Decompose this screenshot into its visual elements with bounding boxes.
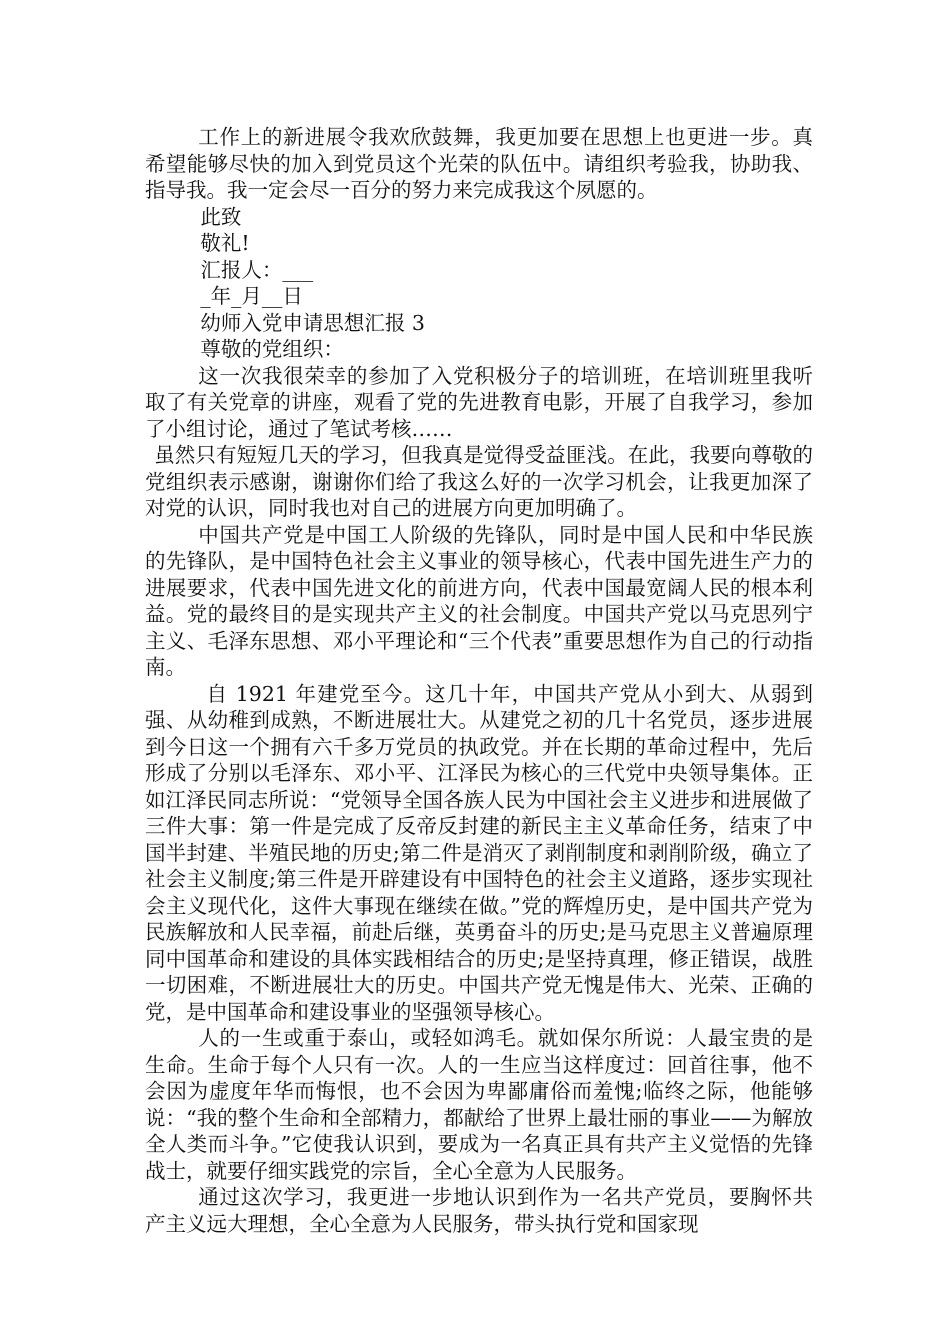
- paragraph-life-meaning: 人的一生或重于泰山，或轻如鸿毛。就如保尔所说：人最宝贵的是生命。生命于每个人只有一次。人的一生应当这样度过：回首往事，他不会因为虚度年华而悔恨，也不会因为卑鄙庸俗而羞愧;临终之际，他能够说：“我的整个生命和全部精力，都献给了世界上最壮丽的事业——为解放全人类而斗争。”它使我认识到，要成为一名真正具有共产主义觉悟的先锋战士，就要仔细实践党的宗旨，全心全意为人民服务。: [145, 1026, 813, 1183]
- paragraph-gratitude: 虽然只有短短几天的学习，但我真是觉得受益匪浅。在此，我要向尊敬的党组织表示感谢，谢谢你们给了我这么好的一次学习机会，让我更加深了对党的认识，同时我也对自己的进展方向更加明确了。: [145, 443, 813, 520]
- closing-cizhi: 此致: [200, 204, 242, 229]
- reporter-line: 汇报人：___: [200, 257, 314, 282]
- paragraph-conclusion: 通过这次学习，我更进一步地认识到作为一名共产党员，要胸怀共产主义远大理想，全心全意为人民服务，带头执行党和国家现: [145, 1185, 813, 1236]
- paragraph-training: 这一次我很荣幸的参加了入党积极分子的培训班，在培训班里我听取了有关党章的讲座，观看了党的先进教育电影，开展了自我学习，参加了小组讨论，通过了笔试考核……: [145, 363, 813, 441]
- paragraph-party-nature: 中国共产党是中国工人阶级的先锋队，同时是中国人民和中华民族的先锋队，是中国特色社会主义事业的领导核心，代表中国先进生产力的进展要求，代表中国先进文化的前进方向，代表中国最宽阔人民的根本利益。党的最终目的是实现共产主义的社会制度。中国共产党以马克思列宁主义、毛泽东思想、邓小平理论和“三个代表”重要思想作为自己的行动指南。: [145, 522, 813, 679]
- paragraph-party-history: 自 1921 年建党至今。这几十年，中国共产党从小到大、从弱到强、从幼稚到成熟，不断进展壮大。从建党之初的几十名党员，逐步进展到今日这一个拥有六千多万党员的执政党。并在长期的革命过程中，先后形成了分别以毛泽东、邓小平、江泽民为核心的三代党中央领导集体。正如江泽民同志所说：“党领导全国各族人民为中国社会主义进步和进展做了三件大事：第一件是完成了反帝反封建的新民主主义革命任务，结束了中国半封建、半殖民地的历史;第二件是消灭了剥削制度和剥削阶级，确立了社会主义制度;第三件是开辟建设有中国特色的社会主义道路，逐步实现社会主义现代化，这件大事现在继续在做。”党的辉煌历史，是中国共产党为民族解放和人民幸福，前赴后继，英勇奋斗的历史;是马克思主义普遍原理同中国革命和建设的具体实践相结合的历史;是坚持真理，修正错误，战胜一切困难，不断进展壮大的历史。中国共产党无愧是伟大、光荣、正确的党，是中国革命和建设事业的坚强领导核心。: [145, 681, 813, 1024]
- salutation: 尊敬的党组织：: [200, 337, 344, 361]
- paragraph-intro: 工作上的新进展令我欢欣鼓舞，我更加要在思想上也更进一步。真希望能够尽快的加入到党员这个光荣的队伍中。请组织考验我，协助我、指导我。我一定会尽一百分的努力来完成我这个夙愿的。: [145, 125, 813, 202]
- document-page: [145, 124, 813, 1237]
- section-title: 幼师入党申请思想汇报 3: [200, 310, 425, 335]
- closing-jingli: 敬礼!: [200, 231, 250, 255]
- date-line: _年_月__日: [200, 284, 303, 308]
